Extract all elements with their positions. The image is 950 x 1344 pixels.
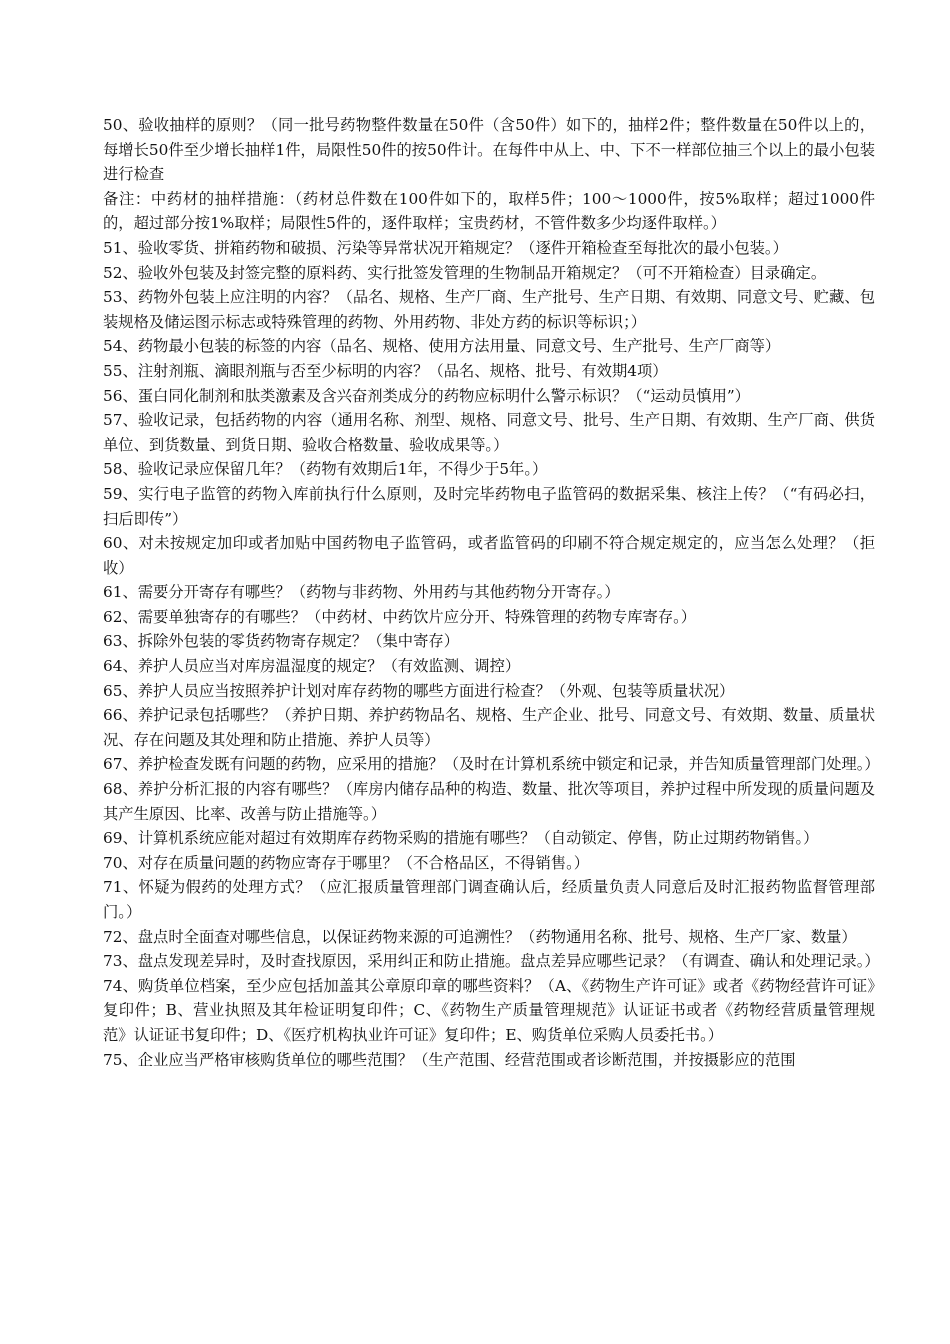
paragraph-q50: 50、验收抽样的原则？（同一批号药物整件数量在50件（含50件）如下的，抽样2件；整件数量在50件以上的，每增长50件至少增长抽样1件，局限性50件的按50件计。在每件中从上、中、下不一样部位抽三个以上的最小包装进行检查: [103, 116, 875, 184]
paragraph-q63: 63、拆除外包装的零货药物寄存规定？（集中寄存）: [103, 632, 459, 651]
paragraph-q74: 74、购货单位档案，至少应包括加盖其公章原印章的哪些资料？（A、《药物生产许可证》或者《药物经营许可证》复印件；B、营业执照及其年检证明复印件；C、《药物生产质量管理规范》认证证书或者《药物经营质量管理规范》认证证书复印件；D、《医疗机构执业许可证》复印件；E、购货单位采购人员委托书。）: [103, 976, 875, 1044]
paragraph-q69: 69、计算机系统应能对超过有效期库存药物采购的措施有哪些？（自动锁定、停售，防止过期药物销售。）: [103, 829, 819, 848]
paragraph-q51: 51、验收零货、拼箱药物和破损、污染等异常状况开箱规定？（逐件开箱检查至每批次的最小包装。）: [103, 238, 788, 257]
paragraph-q59: 59、实行电子监管的药物入库前执行什么原则，及时完毕药物电子监管码的数据采集、核注上传？（“有码必扫，扫后即传”）: [103, 484, 875, 528]
paragraph-q57: 57、验收记录，包括药物的内容（通用名称、剂型、规格、同意文号、批号、生产日期、有效期、生产厂商、供货单位、到货数量、到货日期、验收合格数量、验收成果等。）: [103, 411, 875, 454]
paragraph-q68: 68、养护分析汇报的内容有哪些？（库房内储存品种的构造、数量、批次等项目，养护过程中所发现的质量问题及其产生原因、比率、改善与防止措施等。）: [103, 780, 875, 823]
paragraph-q65: 65、养护人员应当按照养护计划对库存药物的哪些方面进行检查？（外观、包装等质量状况）: [103, 681, 735, 700]
paragraph-q60: 60、对未按规定加印或者加贴中国药物电子监管码，或者监管码的印刷不符合规定规定的，应当怎么处理？（拒收）: [103, 534, 875, 577]
paragraph-q72: 72、盘点时全面查对哪些信息，以保证药物来源的可追溯性？（药物通用名称、批号、规格、生产厂家、数量）: [103, 927, 857, 946]
paragraph-q58: 58、验收记录应保留几年？（药物有效期后1年，不得少于5年。）: [103, 460, 548, 479]
paragraph-q54: 54、药物最小包装的标签的内容（品名、规格、使用方法用量、同意文号、生产批号、生产厂商等）: [103, 337, 781, 356]
paragraph-q67: 67、养护检查发既有问题的药物，应采用的措施？（及时在计算机系统中锁定和记录，并告知质量管理部门处理。）: [103, 755, 880, 774]
document-body: [103, 113, 880, 1072]
paragraph-q66: 66、养护记录包括哪些？（养护日期、养护药物品名、规格、生产企业、批号、同意文号、有效期、数量、质量状况、存在问题及其处理和防止措施、养护人员等）: [103, 706, 875, 749]
paragraph-q73: 73、盘点发现差异时，及时查找原因，采用纠正和防止措施。盘点差异应哪些记录？（有调查、确认和处理记录。）: [103, 952, 880, 971]
paragraph-q64: 64、养护人员应当对库房温湿度的规定？（有效监测、调控）: [103, 657, 521, 676]
paragraph-q70: 70、对存在质量问题的药物应寄存于哪里？（不合格品区，不得销售。）: [103, 853, 590, 872]
paragraph-q55: 55、注射剂瓶、滴眼剂瓶与否至少标明的内容？（品名、规格、批号、有效期4项）: [103, 361, 668, 380]
paragraph-q52: 52、验收外包装及封签完整的原料药、实行批签发管理的生物制品开箱规定？（可不开箱检查）目录确定。: [103, 263, 827, 282]
paragraph-q53: 53、药物外包装上应注明的内容？（品名、规格、生产厂商、生产批号、生产日期、有效期、同意文号、贮藏、包装规格及储运图示标志或特殊管理的药物、外用药物、非处方药的标识等标识；）: [103, 288, 875, 331]
paragraph-q75: 75、企业应当严格审核购货单位的哪些范围？（生产范围、经营范围或者诊断范围，并按摄影应的范围: [103, 1050, 796, 1069]
paragraph-q56: 56、蛋白同化制剂和肽类激素及含兴奋剂类成分的药物应标明什么警示标识？（“运动员慎用”）: [103, 386, 750, 405]
paragraph-q61: 61、需要分开寄存有哪些？（药物与非药物、外用药与其他药物分开寄存。）: [103, 583, 620, 602]
paragraph-note: 备注：中药材的抽样措施：（药材总件数在100件如下的，取样5件；100～1000件，按5%取样；超过1000件的，超过部分按1%取样；局限性5件的，逐件取样；宝贵药材，不管件数多少均逐件取样。）: [103, 189, 875, 233]
paragraph-q62: 62、需要单独寄存的有哪些？（中药材、中药饮片应分开、特殊管理的药物专库寄存。）: [103, 607, 697, 626]
paragraph-q71: 71、怀疑为假药的处理方式？（应汇报质量管理部门调查确认后，经质量负责人同意后及时汇报药物监督管理部门。）: [103, 878, 875, 921]
